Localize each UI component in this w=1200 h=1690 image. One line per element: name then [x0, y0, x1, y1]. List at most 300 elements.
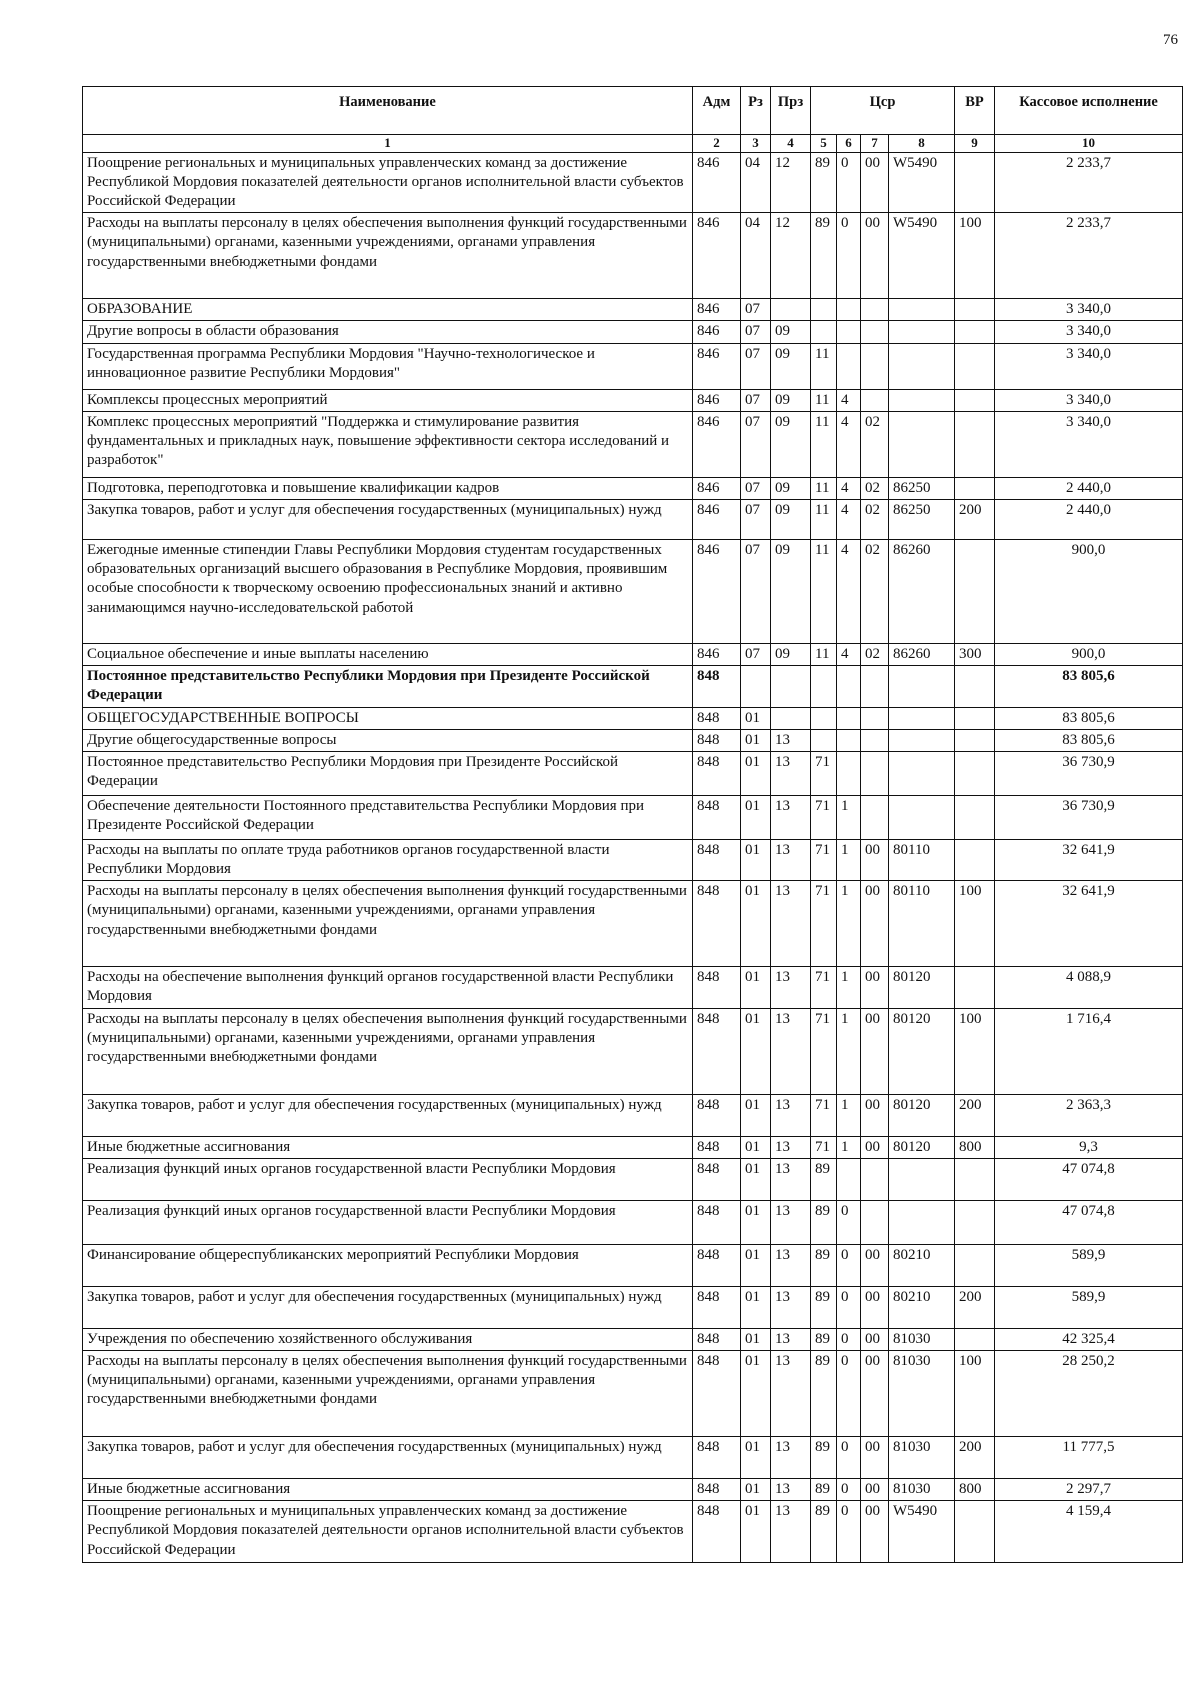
row-code-cell-c6 [837, 751, 861, 795]
column-number: 4 [771, 135, 811, 153]
row-code-cell-c5 [811, 707, 837, 729]
row-code-cell-prz: 09 [771, 477, 811, 499]
row-code-cell-c8 [889, 343, 955, 389]
header-csr: Цср [811, 87, 955, 135]
row-code-cell-c6 [837, 729, 861, 751]
row-code-cell-c7: 00 [861, 1351, 889, 1437]
row-amount-cell: 47 074,8 [995, 1158, 1183, 1200]
row-name-cell: Закупка товаров, работ и услуг для обеспечения государственных (муниципальных) нужд [83, 499, 693, 539]
row-name-cell: Расходы на обеспечение выполнения функций органов государственной власти Республики Мордовия [83, 967, 693, 1008]
row-code-cell-c5: 11 [811, 411, 837, 477]
row-amount-cell: 900,0 [995, 643, 1183, 665]
row-code-cell-rz: 01 [741, 795, 771, 839]
table-row [83, 881, 1183, 967]
row-name-cell: Ежегодные именные стипендии Главы Республики Мордовия студентам государственных образовательных организаций высшего образования в Республике Мордовия, проявившим особые способности к творческому освоению профессиональных знаний и активно занимающимся научно-исследовательской работой [83, 539, 693, 643]
row-code-cell-c8 [889, 1200, 955, 1244]
row-code-cell-vr: 100 [955, 1351, 995, 1437]
row-code-cell-c6: 0 [837, 213, 861, 299]
row-code-cell-vr [955, 1328, 995, 1350]
row-code-cell-rz: 07 [741, 499, 771, 539]
row-amount-cell: 36 730,9 [995, 751, 1183, 795]
row-code-cell-c7 [861, 343, 889, 389]
row-code-cell-adm: 848 [693, 1136, 741, 1158]
row-code-cell-adm: 846 [693, 389, 741, 411]
row-code-cell-c5: 89 [811, 213, 837, 299]
row-code-cell-rz: 01 [741, 1437, 771, 1479]
row-name-cell: Иные бюджетные ассигнования [83, 1479, 693, 1501]
row-name-cell: ОБРАЗОВАНИЕ [83, 299, 693, 321]
row-code-cell-adm: 848 [693, 1501, 741, 1563]
row-name-cell: Поощрение региональных и муниципальных управленческих команд за достижение Республикой Мордовия показателей деятельности органов исполнительной власти субъектов Российской Федерации [83, 152, 693, 213]
row-code-cell-prz: 13 [771, 967, 811, 1008]
row-code-cell-rz: 07 [741, 477, 771, 499]
row-code-cell-prz [771, 299, 811, 321]
row-code-cell-prz: 13 [771, 1244, 811, 1286]
table-row [83, 729, 1183, 751]
row-code-cell-c5: 89 [811, 1200, 837, 1244]
row-amount-cell: 83 805,6 [995, 666, 1183, 707]
row-code-cell-c7: 00 [861, 213, 889, 299]
row-code-cell-vr: 800 [955, 1136, 995, 1158]
row-code-cell-c6: 4 [837, 411, 861, 477]
row-code-cell-prz: 13 [771, 1479, 811, 1501]
row-code-cell-c6: 1 [837, 1136, 861, 1158]
row-code-cell-rz: 07 [741, 343, 771, 389]
row-code-cell-c8: 86260 [889, 539, 955, 643]
row-code-cell-rz: 01 [741, 1351, 771, 1437]
row-code-cell-c6 [837, 666, 861, 707]
column-number: 7 [861, 135, 889, 153]
table-row [83, 1479, 1183, 1501]
row-code-cell-c6: 4 [837, 389, 861, 411]
row-code-cell-adm: 848 [693, 729, 741, 751]
row-name-cell: Учреждения по обеспечению хозяйственного обслуживания [83, 1328, 693, 1350]
row-code-cell-prz: 13 [771, 1094, 811, 1136]
table-row [83, 967, 1183, 1008]
row-code-cell-prz: 09 [771, 411, 811, 477]
table-row [83, 1244, 1183, 1286]
row-code-cell-c5: 89 [811, 1437, 837, 1479]
row-code-cell-prz: 12 [771, 213, 811, 299]
row-code-cell-c8: 80210 [889, 1286, 955, 1328]
row-code-cell-adm: 848 [693, 707, 741, 729]
row-code-cell-c7: 02 [861, 643, 889, 665]
row-amount-cell: 3 340,0 [995, 343, 1183, 389]
row-code-cell-adm: 848 [693, 1008, 741, 1094]
row-code-cell-c5: 71 [811, 967, 837, 1008]
row-code-cell-c5 [811, 729, 837, 751]
table-row [83, 1200, 1183, 1244]
row-code-cell-rz [741, 666, 771, 707]
column-number-row [83, 135, 1183, 153]
row-amount-cell: 900,0 [995, 539, 1183, 643]
row-code-cell-rz: 07 [741, 299, 771, 321]
row-code-cell-vr [955, 751, 995, 795]
table-row [83, 643, 1183, 665]
row-code-cell-c6: 0 [837, 1501, 861, 1563]
row-amount-cell: 3 340,0 [995, 321, 1183, 343]
row-code-cell-c7: 00 [861, 1136, 889, 1158]
row-code-cell-prz: 13 [771, 1008, 811, 1094]
row-code-cell-vr: 200 [955, 1437, 995, 1479]
row-name-cell: Реализация функций иных органов государственной власти Республики Мордовия [83, 1200, 693, 1244]
row-code-cell-adm: 846 [693, 477, 741, 499]
row-name-cell: Расходы на выплаты персоналу в целях обеспечения выполнения функций государственными (муниципальными) органами, казенными учреждениями, органами управления государственными внебюджетными фондами [83, 213, 693, 299]
table-row [83, 1094, 1183, 1136]
row-code-cell-adm: 848 [693, 839, 741, 880]
row-amount-cell: 4 088,9 [995, 967, 1183, 1008]
row-code-cell-c6: 0 [837, 1351, 861, 1437]
row-code-cell-rz: 07 [741, 321, 771, 343]
table-row [83, 1437, 1183, 1479]
row-code-cell-rz: 07 [741, 411, 771, 477]
row-code-cell-adm: 848 [693, 1094, 741, 1136]
row-amount-cell: 11 777,5 [995, 1437, 1183, 1479]
row-amount-cell: 42 325,4 [995, 1328, 1183, 1350]
table-row [83, 795, 1183, 839]
row-code-cell-rz: 01 [741, 1479, 771, 1501]
row-code-cell-prz: 13 [771, 729, 811, 751]
header-amount: Кассовое исполнение [995, 87, 1183, 135]
row-code-cell-rz: 01 [741, 967, 771, 1008]
row-code-cell-c5 [811, 321, 837, 343]
column-number: 8 [889, 135, 955, 153]
column-number: 1 [83, 135, 693, 153]
row-code-cell-c5: 71 [811, 1136, 837, 1158]
row-code-cell-c8: 81030 [889, 1328, 955, 1350]
row-code-cell-adm: 846 [693, 643, 741, 665]
table-row [83, 1286, 1183, 1328]
row-name-cell: Обеспечение деятельности Постоянного представительства Республики Мордовия при Президенте Российской Федерации [83, 795, 693, 839]
header-name: Наименование [83, 87, 693, 135]
row-code-cell-vr [955, 1158, 995, 1200]
row-code-cell-c6: 1 [837, 881, 861, 967]
row-code-cell-vr: 100 [955, 881, 995, 967]
row-code-cell-c6 [837, 343, 861, 389]
table-row [83, 411, 1183, 477]
row-amount-cell: 3 340,0 [995, 411, 1183, 477]
row-amount-cell: 32 641,9 [995, 881, 1183, 967]
row-code-cell-rz: 01 [741, 839, 771, 880]
row-code-cell-c5: 89 [811, 1479, 837, 1501]
row-code-cell-rz: 01 [741, 729, 771, 751]
table-row [83, 751, 1183, 795]
table-row [83, 539, 1183, 643]
row-code-cell-c7 [861, 666, 889, 707]
row-code-cell-rz: 01 [741, 881, 771, 967]
row-code-cell-c5: 71 [811, 1094, 837, 1136]
row-code-cell-rz: 07 [741, 389, 771, 411]
row-code-cell-adm: 846 [693, 539, 741, 643]
row-code-cell-c5: 89 [811, 152, 837, 213]
row-code-cell-c7: 02 [861, 411, 889, 477]
row-code-cell-c7: 00 [861, 967, 889, 1008]
row-name-cell: Подготовка, переподготовка и повышение квалификации кадров [83, 477, 693, 499]
row-code-cell-c5: 71 [811, 1008, 837, 1094]
row-amount-cell: 2 440,0 [995, 499, 1183, 539]
table-row [83, 666, 1183, 707]
row-code-cell-prz: 13 [771, 1136, 811, 1158]
table-row [83, 477, 1183, 499]
row-code-cell-prz: 12 [771, 152, 811, 213]
row-code-cell-vr [955, 152, 995, 213]
row-name-cell: Комплекс процессных мероприятий "Поддержка и стимулирование развития фундаментальных и прикладных наук, повышение эффективности сектора исследований и разработок" [83, 411, 693, 477]
table-body [83, 152, 1183, 1563]
row-code-cell-c5: 11 [811, 389, 837, 411]
row-code-cell-c8: 80110 [889, 839, 955, 880]
table-row [83, 343, 1183, 389]
row-code-cell-prz: 13 [771, 751, 811, 795]
row-code-cell-prz: 13 [771, 839, 811, 880]
table-row [83, 1351, 1183, 1437]
row-code-cell-adm: 846 [693, 411, 741, 477]
row-code-cell-c7: 00 [861, 1328, 889, 1350]
row-code-cell-c8: 80120 [889, 1008, 955, 1094]
row-code-cell-adm: 848 [693, 1286, 741, 1328]
row-amount-cell: 36 730,9 [995, 795, 1183, 839]
row-code-cell-rz: 07 [741, 643, 771, 665]
row-code-cell-c8: 80210 [889, 1244, 955, 1286]
row-code-cell-vr [955, 795, 995, 839]
row-code-cell-c7 [861, 729, 889, 751]
row-amount-cell: 28 250,2 [995, 1351, 1183, 1437]
row-code-cell-rz: 01 [741, 1200, 771, 1244]
row-code-cell-c7: 02 [861, 539, 889, 643]
table-row [83, 1158, 1183, 1200]
row-code-cell-adm: 846 [693, 499, 741, 539]
row-code-cell-c8: 86250 [889, 477, 955, 499]
row-name-cell: Закупка товаров, работ и услуг для обеспечения государственных (муниципальных) нужд [83, 1286, 693, 1328]
row-code-cell-c8 [889, 321, 955, 343]
row-name-cell: Расходы на выплаты персоналу в целях обеспечения выполнения функций государственными (муниципальными) органами, казенными учреждениями, органами управления государственными внебюджетными фондами [83, 881, 693, 967]
row-code-cell-adm: 848 [693, 1158, 741, 1200]
row-code-cell-rz: 01 [741, 1328, 771, 1350]
row-code-cell-c7 [861, 299, 889, 321]
column-number: 3 [741, 135, 771, 153]
row-code-cell-c6: 1 [837, 967, 861, 1008]
row-code-cell-rz: 01 [741, 1008, 771, 1094]
row-name-cell: Постоянное представительство Республики Мордовия при Президенте Российской Федерации [83, 666, 693, 707]
row-code-cell-vr [955, 967, 995, 1008]
row-amount-cell: 3 340,0 [995, 389, 1183, 411]
row-code-cell-c7: 00 [861, 1437, 889, 1479]
row-code-cell-adm: 848 [693, 795, 741, 839]
row-code-cell-rz: 01 [741, 1286, 771, 1328]
row-code-cell-adm: 848 [693, 666, 741, 707]
header-rz: Рз [741, 87, 771, 135]
row-code-cell-c5: 71 [811, 881, 837, 967]
row-code-cell-c5 [811, 666, 837, 707]
row-name-cell: Иные бюджетные ассигнования [83, 1136, 693, 1158]
row-code-cell-c8: W5490 [889, 152, 955, 213]
row-code-cell-c6: 1 [837, 1008, 861, 1094]
row-code-cell-c8: 81030 [889, 1351, 955, 1437]
row-code-cell-c7 [861, 751, 889, 795]
row-code-cell-vr [955, 321, 995, 343]
row-name-cell: Социальное обеспечение и иные выплаты населению [83, 643, 693, 665]
row-code-cell-rz: 07 [741, 539, 771, 643]
row-code-cell-vr [955, 343, 995, 389]
row-code-cell-vr: 800 [955, 1479, 995, 1501]
row-code-cell-c7: 00 [861, 1501, 889, 1563]
row-name-cell: Постоянное представительство Республики Мордовия при Президенте Российской Федерации [83, 751, 693, 795]
row-code-cell-prz: 09 [771, 389, 811, 411]
row-name-cell: Государственная программа Республики Мордовия "Научно-технологическое и инновационное развитие Республики Мордовия" [83, 343, 693, 389]
budget-table [82, 86, 1183, 1563]
row-code-cell-c6: 4 [837, 643, 861, 665]
row-code-cell-c5: 11 [811, 539, 837, 643]
row-code-cell-adm: 848 [693, 1244, 741, 1286]
row-code-cell-c7: 02 [861, 477, 889, 499]
row-code-cell-vr [955, 1200, 995, 1244]
row-code-cell-c8: W5490 [889, 213, 955, 299]
row-code-cell-c7 [861, 707, 889, 729]
row-code-cell-prz: 13 [771, 1200, 811, 1244]
row-name-cell: Поощрение региональных и муниципальных управленческих команд за достижение Республикой Мордовия показателей деятельности органов исполнительной власти субъектов Российской Федерации [83, 1501, 693, 1563]
row-amount-cell: 83 805,6 [995, 707, 1183, 729]
row-amount-cell: 3 340,0 [995, 299, 1183, 321]
row-code-cell-c8 [889, 707, 955, 729]
row-code-cell-c6: 0 [837, 1328, 861, 1350]
row-code-cell-prz: 13 [771, 1328, 811, 1350]
column-number: 5 [811, 135, 837, 153]
row-code-cell-c5: 89 [811, 1286, 837, 1328]
row-code-cell-c7: 00 [861, 1094, 889, 1136]
row-code-cell-prz [771, 666, 811, 707]
row-code-cell-prz: 13 [771, 1351, 811, 1437]
row-code-cell-vr [955, 666, 995, 707]
row-code-cell-c6: 0 [837, 1479, 861, 1501]
row-code-cell-c5: 89 [811, 1501, 837, 1563]
row-code-cell-c8 [889, 666, 955, 707]
row-code-cell-adm: 848 [693, 881, 741, 967]
row-amount-cell: 47 074,8 [995, 1200, 1183, 1244]
row-code-cell-c8: 80120 [889, 1136, 955, 1158]
row-code-cell-vr [955, 1501, 995, 1563]
row-code-cell-c7 [861, 795, 889, 839]
row-amount-cell: 589,9 [995, 1244, 1183, 1286]
row-code-cell-adm: 846 [693, 152, 741, 213]
row-code-cell-prz: 13 [771, 1437, 811, 1479]
row-code-cell-vr: 100 [955, 213, 995, 299]
row-code-cell-c6: 0 [837, 152, 861, 213]
row-amount-cell: 2 363,3 [995, 1094, 1183, 1136]
row-code-cell-adm: 848 [693, 751, 741, 795]
row-amount-cell: 9,3 [995, 1136, 1183, 1158]
row-code-cell-c7: 00 [861, 1244, 889, 1286]
row-code-cell-c8 [889, 299, 955, 321]
header-adm: Адм [693, 87, 741, 135]
row-code-cell-vr: 100 [955, 1008, 995, 1094]
row-amount-cell: 2 440,0 [995, 477, 1183, 499]
row-code-cell-c6: 0 [837, 1200, 861, 1244]
row-amount-cell: 589,9 [995, 1286, 1183, 1328]
table-row [83, 152, 1183, 213]
row-name-cell: Расходы на выплаты персоналу в целях обеспечения выполнения функций государственными (муниципальными) органами, казенными учреждениями, органами управления государственными внебюджетными фондами [83, 1351, 693, 1437]
row-code-cell-vr [955, 729, 995, 751]
row-code-cell-c6 [837, 1158, 861, 1200]
table-row [83, 839, 1183, 880]
row-code-cell-c7: 00 [861, 1479, 889, 1501]
table-row [83, 213, 1183, 299]
row-code-cell-rz: 01 [741, 1094, 771, 1136]
row-code-cell-vr [955, 839, 995, 880]
row-amount-cell: 2 233,7 [995, 213, 1183, 299]
row-code-cell-c8 [889, 729, 955, 751]
row-code-cell-adm: 846 [693, 213, 741, 299]
page-number: 76 [1163, 32, 1178, 48]
row-code-cell-adm: 846 [693, 321, 741, 343]
row-code-cell-c6 [837, 707, 861, 729]
row-code-cell-c8: 86250 [889, 499, 955, 539]
row-code-cell-c5 [811, 299, 837, 321]
row-code-cell-c6 [837, 321, 861, 343]
row-code-cell-prz: 09 [771, 643, 811, 665]
row-code-cell-c6: 4 [837, 499, 861, 539]
row-code-cell-c6: 4 [837, 477, 861, 499]
row-code-cell-c8: 80110 [889, 881, 955, 967]
row-code-cell-c5: 71 [811, 839, 837, 880]
row-code-cell-c5: 11 [811, 643, 837, 665]
header-prz: Прз [771, 87, 811, 135]
row-code-cell-adm: 848 [693, 967, 741, 1008]
row-code-cell-c8 [889, 795, 955, 839]
table-row [83, 707, 1183, 729]
row-code-cell-c5: 11 [811, 499, 837, 539]
row-code-cell-c7: 00 [861, 152, 889, 213]
row-code-cell-c5: 89 [811, 1244, 837, 1286]
row-code-cell-c5: 71 [811, 795, 837, 839]
row-code-cell-c8 [889, 411, 955, 477]
row-name-cell: Расходы на выплаты персоналу в целях обеспечения выполнения функций государственными (муниципальными) органами, казенными учреждениями, органами управления государственными внебюджетными фондами [83, 1008, 693, 1094]
row-code-cell-c8: 81030 [889, 1437, 955, 1479]
row-code-cell-c6: 1 [837, 1094, 861, 1136]
row-code-cell-vr [955, 1244, 995, 1286]
table-row [83, 499, 1183, 539]
row-code-cell-vr [955, 389, 995, 411]
row-code-cell-adm: 848 [693, 1437, 741, 1479]
row-code-cell-rz: 01 [741, 707, 771, 729]
row-code-cell-c6: 0 [837, 1437, 861, 1479]
row-code-cell-vr: 200 [955, 499, 995, 539]
row-name-cell: Закупка товаров, работ и услуг для обеспечения государственных (муниципальных) нужд [83, 1094, 693, 1136]
row-code-cell-c6: 0 [837, 1244, 861, 1286]
row-code-cell-prz [771, 707, 811, 729]
row-code-cell-c7: 00 [861, 1286, 889, 1328]
table-row [83, 1501, 1183, 1563]
table-row [83, 1136, 1183, 1158]
row-code-cell-c7 [861, 1158, 889, 1200]
row-code-cell-vr [955, 707, 995, 729]
row-code-cell-c8 [889, 1158, 955, 1200]
row-code-cell-c5: 89 [811, 1158, 837, 1200]
row-amount-cell: 4 159,4 [995, 1501, 1183, 1563]
row-code-cell-prz: 09 [771, 539, 811, 643]
row-amount-cell: 83 805,6 [995, 729, 1183, 751]
row-code-cell-c6: 4 [837, 539, 861, 643]
row-code-cell-adm: 848 [693, 1351, 741, 1437]
row-code-cell-adm: 846 [693, 343, 741, 389]
row-code-cell-c7: 00 [861, 1008, 889, 1094]
row-code-cell-prz: 13 [771, 1286, 811, 1328]
row-code-cell-c7: 00 [861, 881, 889, 967]
row-code-cell-prz: 13 [771, 795, 811, 839]
row-code-cell-c6 [837, 299, 861, 321]
row-code-cell-rz: 01 [741, 1158, 771, 1200]
row-code-cell-c8 [889, 751, 955, 795]
row-code-cell-rz: 01 [741, 1244, 771, 1286]
row-amount-cell: 1 716,4 [995, 1008, 1183, 1094]
